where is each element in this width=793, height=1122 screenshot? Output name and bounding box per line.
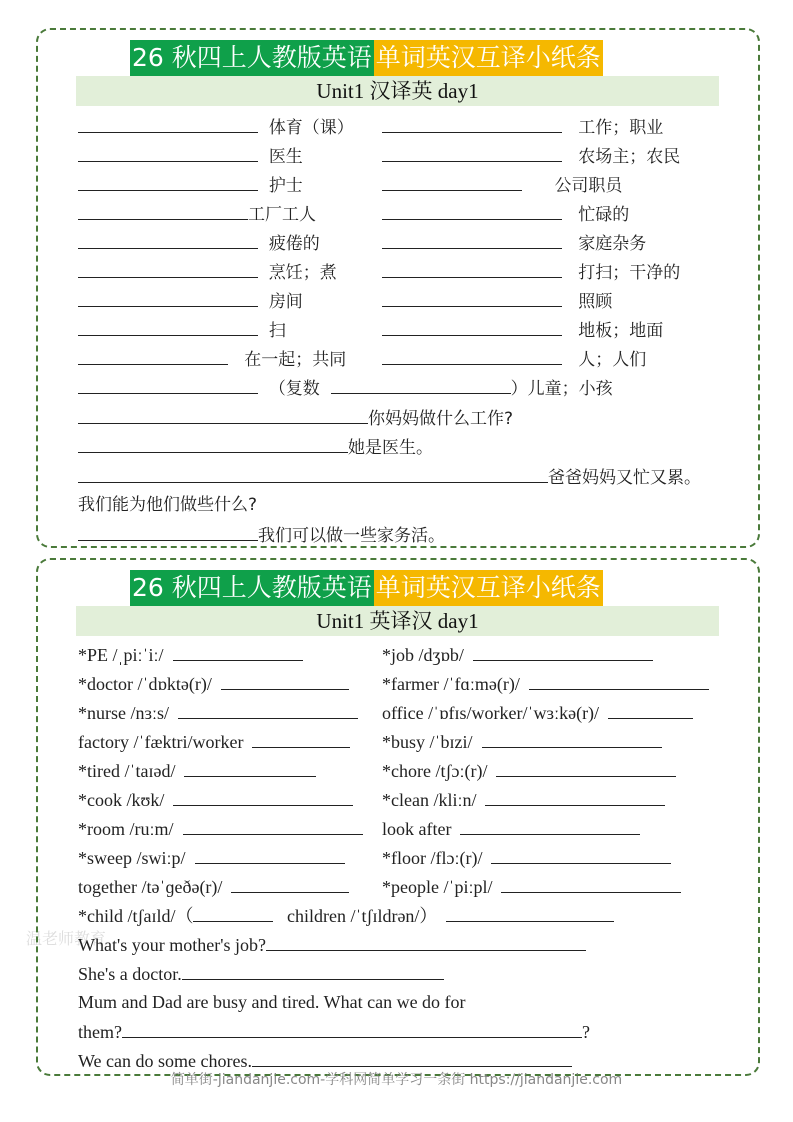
vocab-row	[382, 315, 663, 344]
vocab-cn: 人；人们	[578, 350, 647, 370]
sentence-en: What's your mother's job?	[78, 935, 266, 955]
vocab-en: *floor /flɔː(r)/	[382, 848, 483, 868]
answer-blank[interactable]	[221, 669, 349, 690]
vocab-cn: （复数	[268, 379, 320, 399]
vocab-cn: 忙碌的	[578, 205, 630, 225]
answer-blank[interactable]	[482, 727, 662, 748]
answer-blank[interactable]	[382, 344, 562, 365]
section-subtitle: Unit1 汉译英 day1	[76, 76, 719, 106]
answer-blank[interactable]	[182, 959, 444, 980]
sentence-end-mark: ?	[581, 1022, 590, 1042]
answer-blank[interactable]	[252, 1046, 572, 1067]
vocab-row	[382, 640, 653, 669]
vocab-row	[382, 170, 622, 199]
vocab-row	[382, 228, 646, 257]
watermark: 温老师教育	[26, 929, 107, 948]
vocab-cn: 体育（课）	[268, 118, 354, 138]
answer-blank[interactable]	[183, 814, 363, 835]
vocab-cn: 护士	[268, 176, 303, 196]
worksheet-card-english-to-chinese	[36, 558, 760, 1076]
vocab-row	[78, 141, 303, 170]
vocab-row-child	[78, 373, 613, 402]
answer-blank[interactable]	[173, 785, 353, 806]
title-part-yellow: 单词英汉互译小纸条	[374, 570, 603, 606]
sentence-en: Mum and Dad are busy and tired. What can we do for	[78, 992, 466, 1012]
vocab-en: *farmer /ˈfɑːmə(r)/	[382, 674, 520, 694]
title-part-yellow: 单词英汉互译小纸条	[374, 40, 603, 76]
answer-blank[interactable]	[382, 141, 562, 162]
vocab-row-child	[78, 901, 614, 930]
answer-blank[interactable]	[78, 403, 368, 424]
vocab-en: *clean /kliːn/	[382, 790, 477, 810]
answer-blank[interactable]	[382, 170, 522, 191]
answer-blank[interactable]	[195, 843, 345, 864]
vocab-row	[78, 257, 337, 286]
answer-blank[interactable]	[331, 373, 511, 394]
answer-blank[interactable]	[529, 669, 709, 690]
sentence-cn: 我们能为他们做些什么?	[78, 495, 258, 515]
answer-blank[interactable]	[122, 1017, 582, 1038]
answer-blank[interactable]	[184, 756, 316, 777]
section-subtitle: Unit1 英译汉 day1	[76, 606, 719, 636]
answer-blank[interactable]	[382, 228, 562, 249]
vocab-en: office /ˈɒfɪs/worker/ˈwɜːkə(r)/	[382, 703, 600, 723]
vocab-en: *job /dʒɒb/	[382, 645, 464, 665]
vocab-en: *nurse /nɜːs/	[78, 703, 170, 723]
answer-blank[interactable]	[78, 199, 248, 220]
vocab-row	[382, 112, 663, 141]
vocab-en: *child /tʃaɪld/（	[78, 906, 194, 926]
title-part-green: 26 秋四上人教版英语	[130, 570, 374, 606]
sentence-row	[78, 930, 586, 959]
vocab-row	[382, 872, 681, 901]
vocab-row	[78, 344, 346, 373]
vocab-row	[78, 170, 303, 199]
sentence-en: them?	[78, 1022, 122, 1042]
answer-blank[interactable]	[78, 170, 258, 191]
vocab-cn: 疲倦的	[268, 234, 320, 254]
vocab-en: *cook /kʊk/	[78, 790, 165, 810]
answer-blank[interactable]	[78, 228, 258, 249]
answer-blank[interactable]	[78, 432, 348, 453]
vocab-row	[78, 315, 286, 344]
answer-blank[interactable]	[608, 698, 693, 719]
vocab-en: *room /ruːm/	[78, 819, 174, 839]
sentence-row	[78, 403, 513, 432]
vocab-en: factory /ˈfæktri/worker	[78, 732, 244, 752]
card-title	[130, 570, 603, 606]
answer-blank[interactable]	[382, 112, 562, 133]
vocab-row	[382, 257, 680, 286]
sentence-en: We can do some chores.	[78, 1051, 252, 1071]
answer-blank[interactable]	[485, 785, 665, 806]
vocab-cn: 农场主；农民	[578, 147, 681, 167]
vocab-cn: 医生	[268, 147, 303, 167]
answer-blank[interactable]	[78, 373, 258, 394]
page-footer: 简单街-jiandanjie.com-学科网简单学习一条街 https://jiandanjie.com	[170, 1072, 623, 1088]
sentence-row	[78, 959, 444, 988]
answer-blank[interactable]	[382, 286, 562, 307]
vocab-row	[78, 228, 320, 257]
answer-blank[interactable]	[78, 112, 258, 133]
vocab-en: look after	[382, 819, 452, 839]
vocab-en: *PE /ˌpiːˈiː/	[78, 645, 164, 665]
answer-blank[interactable]	[496, 756, 676, 777]
card-title	[130, 40, 603, 76]
answer-blank[interactable]	[266, 930, 586, 951]
vocab-row	[382, 141, 680, 170]
vocab-row	[382, 843, 671, 872]
vocab-row	[78, 286, 303, 315]
sentence-row	[78, 432, 433, 461]
vocab-cn: 在一起；共同	[244, 350, 347, 370]
answer-blank[interactable]	[78, 286, 258, 307]
vocab-cn: 烹饪；煮	[268, 263, 337, 283]
vocab-en: *doctor /ˈdɒktə(r)/	[78, 674, 212, 694]
vocab-row	[382, 199, 629, 228]
vocab-en: *chore /tʃɔː(r)/	[382, 761, 488, 781]
vocab-cn: 扫	[268, 321, 286, 341]
vocab-row	[78, 843, 345, 872]
answer-blank[interactable]	[78, 141, 258, 162]
vocab-en: *tired /ˈtaɪəd/	[78, 761, 176, 781]
vocab-row	[382, 785, 665, 814]
vocab-en: together /təˈɡeðə(r)/	[78, 877, 223, 897]
sentence-en: She's a doctor.	[78, 964, 182, 984]
answer-blank[interactable]	[193, 901, 273, 922]
vocab-row	[78, 698, 358, 727]
vocab-row	[382, 756, 676, 785]
worksheet-card-chinese-to-english	[36, 28, 760, 548]
vocab-row	[382, 814, 640, 843]
answer-blank[interactable]	[460, 814, 640, 835]
vocab-cn: 房间	[268, 292, 303, 312]
vocab-cn: ）儿童；小孩	[510, 379, 613, 399]
vocab-row	[78, 872, 349, 901]
vocab-cn: 公司职员	[554, 176, 623, 196]
answer-blank[interactable]	[231, 872, 349, 893]
vocab-en: *people /ˈpiːpl/	[382, 877, 493, 897]
sentence-row	[78, 491, 257, 520]
answer-blank[interactable]	[252, 727, 350, 748]
vocab-en: *busy /ˈbɪzi/	[382, 732, 473, 752]
vocab-cn: 工作；职业	[578, 118, 664, 138]
answer-blank[interactable]	[382, 199, 562, 220]
vocab-cn: 工厂工人	[248, 205, 316, 225]
sentence-cn: 爸爸妈妈又忙又累。	[548, 468, 701, 488]
answer-blank[interactable]	[78, 315, 258, 336]
answer-blank[interactable]	[473, 640, 653, 661]
vocab-row	[78, 785, 353, 814]
answer-blank[interactable]	[78, 462, 548, 483]
vocab-en: *sweep /swiːp/	[78, 848, 186, 868]
vocab-cn: 照顾	[578, 292, 613, 312]
title-part-green: 26 秋四上人教版英语	[130, 40, 374, 76]
vocab-en: children /ˈtʃɪldrən/）	[286, 906, 438, 926]
vocab-row	[78, 669, 349, 698]
sentence-cn: 你妈妈做什么工作?	[368, 409, 514, 429]
answer-blank[interactable]	[178, 698, 358, 719]
answer-blank[interactable]	[382, 257, 562, 278]
answer-blank[interactable]	[78, 257, 258, 278]
vocab-row	[382, 727, 662, 756]
answer-blank[interactable]	[491, 843, 671, 864]
vocab-row	[78, 727, 350, 756]
vocab-cn: 家庭杂务	[578, 234, 647, 254]
answer-blank[interactable]	[78, 520, 258, 541]
sentence-row	[78, 520, 445, 549]
sentence-row	[78, 1017, 590, 1046]
vocab-row	[382, 286, 612, 315]
vocab-row	[78, 112, 354, 141]
vocab-row	[382, 669, 709, 698]
answer-blank[interactable]	[382, 315, 562, 336]
vocab-row	[382, 344, 646, 373]
sentence-cn: 她是医生。	[348, 438, 433, 458]
sentence-row	[78, 462, 701, 491]
vocab-row	[382, 698, 693, 727]
answer-blank[interactable]	[501, 872, 681, 893]
sentence-cn: 我们可以做一些家务活。	[258, 526, 445, 546]
vocab-cn: 地板；地面	[578, 321, 664, 341]
vocab-row	[78, 640, 303, 669]
answer-blank[interactable]	[173, 640, 303, 661]
answer-blank[interactable]	[78, 344, 228, 365]
vocab-row	[78, 756, 316, 785]
vocab-row	[78, 814, 363, 843]
answer-blank[interactable]	[446, 901, 614, 922]
vocab-row	[78, 199, 316, 228]
sentence-row	[78, 988, 466, 1017]
vocab-cn: 打扫；干净的	[578, 263, 681, 283]
